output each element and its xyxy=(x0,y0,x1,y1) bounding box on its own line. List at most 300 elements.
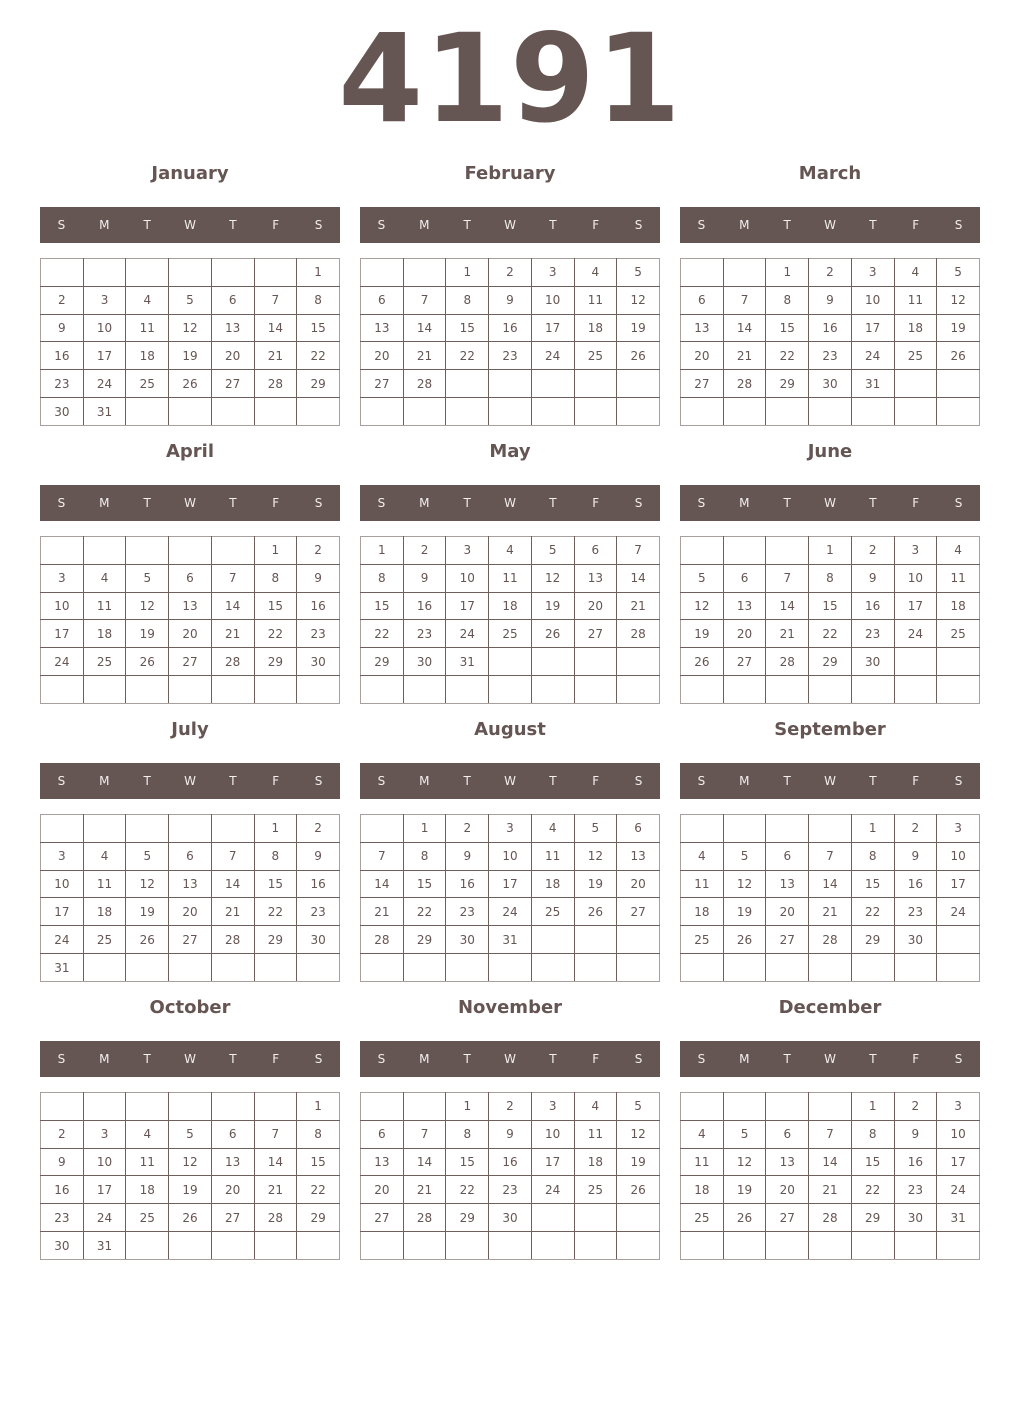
week-row xyxy=(681,537,980,565)
day-cell: 31 xyxy=(851,370,894,398)
day-cell: 14 xyxy=(403,1148,446,1176)
weekday-header xyxy=(680,763,980,799)
month-title: December xyxy=(778,997,882,1018)
empty-day-cell xyxy=(681,398,724,426)
day-cell: 16 xyxy=(809,314,852,342)
empty-day-cell xyxy=(361,676,404,704)
day-cell: 17 xyxy=(937,1148,980,1176)
weekday-label: F xyxy=(272,1052,280,1066)
empty-day-cell xyxy=(937,1232,980,1260)
empty-day-cell xyxy=(766,815,809,843)
week-row xyxy=(361,898,660,926)
week-row xyxy=(681,342,980,370)
empty-day-cell xyxy=(254,1232,297,1260)
day-cell: 21 xyxy=(254,1176,297,1204)
day-cell: 12 xyxy=(574,842,617,870)
week-row xyxy=(41,898,340,926)
day-cell: 1 xyxy=(297,259,340,287)
day-cell: 28 xyxy=(361,926,404,954)
day-cell: 4 xyxy=(126,286,169,314)
day-cell: 20 xyxy=(361,342,404,370)
day-cell: 13 xyxy=(617,842,660,870)
week-row xyxy=(41,1232,340,1260)
day-cell: 8 xyxy=(446,1120,489,1148)
day-cell: 25 xyxy=(531,898,574,926)
weekday-label: T xyxy=(463,496,471,510)
month-title: May xyxy=(489,441,531,462)
weekday-label: S xyxy=(377,496,386,510)
day-cell: 17 xyxy=(446,592,489,620)
weekday-label: F xyxy=(592,496,600,510)
day-cell: 8 xyxy=(254,842,297,870)
day-cell: 27 xyxy=(361,1204,404,1232)
empty-day-cell xyxy=(766,676,809,704)
day-cell: 8 xyxy=(851,1120,894,1148)
day-cell: 18 xyxy=(681,1176,724,1204)
day-cell: 14 xyxy=(254,1148,297,1176)
month-title: March xyxy=(798,163,862,184)
week-row xyxy=(41,370,340,398)
empty-day-cell xyxy=(894,370,937,398)
empty-day-cell xyxy=(937,398,980,426)
weekday-label: T xyxy=(463,774,471,788)
weekday-header xyxy=(360,485,660,521)
day-cell: 9 xyxy=(809,286,852,314)
week-row xyxy=(361,648,660,676)
day-cell: 17 xyxy=(41,620,84,648)
day-cell: 31 xyxy=(83,1232,126,1260)
week-row xyxy=(361,676,660,704)
day-grid xyxy=(40,536,340,704)
weekday-header xyxy=(40,207,340,243)
day-cell: 6 xyxy=(723,564,766,592)
weekday-label: F xyxy=(592,774,600,788)
day-cell: 5 xyxy=(617,1093,660,1121)
weekday-label: F xyxy=(272,218,280,232)
day-cell: 15 xyxy=(851,870,894,898)
week-row xyxy=(41,592,340,620)
weekday-label: M xyxy=(99,774,110,788)
empty-day-cell xyxy=(446,676,489,704)
day-cell: 19 xyxy=(723,1176,766,1204)
day-cell: 25 xyxy=(126,370,169,398)
weekday-label: W xyxy=(504,1052,516,1066)
day-cell: 25 xyxy=(574,1176,617,1204)
day-cell: 20 xyxy=(766,898,809,926)
week-row xyxy=(361,1176,660,1204)
weekday-label: W xyxy=(824,774,836,788)
day-cell: 17 xyxy=(83,342,126,370)
day-cell: 29 xyxy=(297,370,340,398)
weekday-label: S xyxy=(314,496,323,510)
day-cell: 10 xyxy=(937,1120,980,1148)
day-cell: 9 xyxy=(489,286,532,314)
day-cell: 26 xyxy=(169,370,212,398)
day-cell: 3 xyxy=(531,259,574,287)
weekday-label: F xyxy=(912,774,920,788)
day-cell: 5 xyxy=(723,1120,766,1148)
day-cell: 29 xyxy=(297,1204,340,1232)
empty-day-cell xyxy=(681,1093,724,1121)
day-cell: 19 xyxy=(169,1176,212,1204)
week-row xyxy=(681,398,980,426)
week-row xyxy=(361,620,660,648)
day-cell: 5 xyxy=(169,1120,212,1148)
day-cell: 11 xyxy=(489,564,532,592)
day-cell: 27 xyxy=(211,370,254,398)
weekday-label: S xyxy=(634,218,643,232)
empty-day-cell xyxy=(937,954,980,982)
weekday-label: S xyxy=(954,218,963,232)
week-row xyxy=(361,398,660,426)
day-cell: 20 xyxy=(169,620,212,648)
day-cell: 9 xyxy=(297,564,340,592)
day-cell: 7 xyxy=(211,842,254,870)
empty-day-cell xyxy=(681,954,724,982)
empty-day-cell xyxy=(169,954,212,982)
empty-day-cell xyxy=(723,815,766,843)
empty-day-cell xyxy=(766,1232,809,1260)
day-cell: 27 xyxy=(361,370,404,398)
week-row xyxy=(681,1204,980,1232)
weekday-label: S xyxy=(57,218,66,232)
day-cell: 30 xyxy=(41,1232,84,1260)
empty-day-cell xyxy=(809,815,852,843)
empty-day-cell xyxy=(766,537,809,565)
day-cell: 23 xyxy=(41,1204,84,1232)
empty-day-cell xyxy=(894,954,937,982)
day-cell: 4 xyxy=(574,259,617,287)
day-cell: 4 xyxy=(937,537,980,565)
weekday-label: W xyxy=(184,774,196,788)
empty-day-cell xyxy=(83,537,126,565)
day-cell: 10 xyxy=(937,842,980,870)
day-cell: 17 xyxy=(531,1148,574,1176)
day-cell: 21 xyxy=(809,1176,852,1204)
day-cell: 23 xyxy=(894,898,937,926)
empty-day-cell xyxy=(361,398,404,426)
empty-day-cell xyxy=(211,676,254,704)
day-cell: 10 xyxy=(851,286,894,314)
weekday-label: T xyxy=(143,218,151,232)
weekday-header xyxy=(680,1041,980,1077)
day-cell: 21 xyxy=(211,898,254,926)
empty-day-cell xyxy=(169,259,212,287)
empty-day-cell xyxy=(254,398,297,426)
weekday-label: W xyxy=(824,218,836,232)
day-cell: 26 xyxy=(169,1204,212,1232)
day-cell: 28 xyxy=(254,1204,297,1232)
empty-day-cell xyxy=(169,1093,212,1121)
day-cell: 19 xyxy=(617,314,660,342)
day-cell: 2 xyxy=(297,815,340,843)
weekday-label: T xyxy=(869,1052,877,1066)
day-cell: 21 xyxy=(211,620,254,648)
day-cell: 23 xyxy=(403,620,446,648)
weekday-label: S xyxy=(314,218,323,232)
day-cell: 7 xyxy=(403,1120,446,1148)
day-cell: 15 xyxy=(766,314,809,342)
empty-day-cell xyxy=(894,676,937,704)
day-cell: 22 xyxy=(446,1176,489,1204)
day-cell: 23 xyxy=(297,620,340,648)
day-cell: 20 xyxy=(723,620,766,648)
day-cell: 16 xyxy=(41,1176,84,1204)
day-cell: 26 xyxy=(617,342,660,370)
week-row xyxy=(681,1148,980,1176)
day-cell: 3 xyxy=(41,842,84,870)
empty-day-cell xyxy=(681,537,724,565)
week-row xyxy=(41,620,340,648)
day-cell: 12 xyxy=(937,286,980,314)
day-cell: 1 xyxy=(446,259,489,287)
day-cell: 25 xyxy=(681,926,724,954)
day-cell: 22 xyxy=(403,898,446,926)
weekday-label: F xyxy=(272,496,280,510)
weekday-label: F xyxy=(592,218,600,232)
empty-day-cell xyxy=(809,398,852,426)
week-row xyxy=(41,676,340,704)
day-cell: 25 xyxy=(937,620,980,648)
week-row xyxy=(681,676,980,704)
day-cell: 8 xyxy=(766,286,809,314)
weekday-label: T xyxy=(229,496,237,510)
day-cell: 21 xyxy=(403,1176,446,1204)
day-cell: 9 xyxy=(41,1148,84,1176)
day-cell: 13 xyxy=(169,870,212,898)
week-row xyxy=(681,1176,980,1204)
day-cell: 6 xyxy=(617,815,660,843)
day-cell: 16 xyxy=(489,1148,532,1176)
weekday-label: T xyxy=(549,1052,557,1066)
empty-day-cell xyxy=(809,676,852,704)
day-cell: 3 xyxy=(446,537,489,565)
day-cell: 5 xyxy=(574,815,617,843)
day-grid xyxy=(360,258,660,426)
empty-day-cell xyxy=(41,259,84,287)
day-cell: 13 xyxy=(766,870,809,898)
empty-day-cell xyxy=(617,1204,660,1232)
day-cell: 5 xyxy=(126,564,169,592)
day-cell: 16 xyxy=(403,592,446,620)
week-row xyxy=(681,592,980,620)
day-cell: 24 xyxy=(41,648,84,676)
week-row xyxy=(681,1120,980,1148)
day-cell: 30 xyxy=(297,926,340,954)
day-cell: 26 xyxy=(574,898,617,926)
day-grid xyxy=(40,258,340,426)
day-cell: 3 xyxy=(531,1093,574,1121)
day-cell: 26 xyxy=(681,648,724,676)
day-cell: 28 xyxy=(211,648,254,676)
empty-day-cell xyxy=(574,1232,617,1260)
day-cell: 1 xyxy=(297,1093,340,1121)
weekday-label: S xyxy=(634,774,643,788)
empty-day-cell xyxy=(531,370,574,398)
day-cell: 20 xyxy=(211,342,254,370)
empty-day-cell xyxy=(723,1232,766,1260)
empty-day-cell xyxy=(41,815,84,843)
empty-day-cell xyxy=(723,954,766,982)
weekday-label: T xyxy=(463,1052,471,1066)
day-cell: 10 xyxy=(531,1120,574,1148)
day-cell: 21 xyxy=(403,342,446,370)
day-grid xyxy=(680,1092,980,1260)
day-grid xyxy=(360,1092,660,1260)
weekday-label: F xyxy=(912,496,920,510)
day-cell: 7 xyxy=(766,564,809,592)
weekday-label: W xyxy=(184,1052,196,1066)
week-row xyxy=(681,620,980,648)
day-cell: 1 xyxy=(361,537,404,565)
empty-day-cell xyxy=(617,648,660,676)
day-cell: 30 xyxy=(41,398,84,426)
empty-day-cell xyxy=(851,954,894,982)
empty-day-cell xyxy=(723,537,766,565)
day-cell: 30 xyxy=(403,648,446,676)
day-cell: 17 xyxy=(41,898,84,926)
day-cell: 2 xyxy=(297,537,340,565)
day-cell: 12 xyxy=(723,870,766,898)
day-cell: 2 xyxy=(809,259,852,287)
day-cell: 7 xyxy=(254,286,297,314)
week-row xyxy=(681,370,980,398)
weekday-label: T xyxy=(869,218,877,232)
day-cell: 29 xyxy=(254,648,297,676)
empty-day-cell xyxy=(617,954,660,982)
month-title: June xyxy=(807,441,853,462)
day-cell: 29 xyxy=(446,1204,489,1232)
day-cell: 4 xyxy=(894,259,937,287)
empty-day-cell xyxy=(681,259,724,287)
weekday-label: W xyxy=(184,218,196,232)
day-cell: 26 xyxy=(723,926,766,954)
empty-day-cell xyxy=(617,1232,660,1260)
empty-day-cell xyxy=(617,926,660,954)
day-cell: 24 xyxy=(531,1176,574,1204)
day-cell: 5 xyxy=(681,564,724,592)
empty-day-cell xyxy=(169,398,212,426)
day-cell: 23 xyxy=(489,1176,532,1204)
day-cell: 19 xyxy=(126,898,169,926)
day-cell: 1 xyxy=(851,1093,894,1121)
day-cell: 21 xyxy=(809,898,852,926)
day-cell: 18 xyxy=(531,870,574,898)
empty-day-cell xyxy=(361,815,404,843)
day-cell: 9 xyxy=(446,842,489,870)
weekday-label: M xyxy=(739,496,750,510)
day-cell: 20 xyxy=(361,1176,404,1204)
day-cell: 24 xyxy=(531,342,574,370)
day-cell: 8 xyxy=(809,564,852,592)
day-cell: 23 xyxy=(809,342,852,370)
weekday-label: F xyxy=(272,774,280,788)
day-cell: 30 xyxy=(851,648,894,676)
empty-day-cell xyxy=(809,954,852,982)
day-cell: 24 xyxy=(894,620,937,648)
empty-day-cell xyxy=(446,370,489,398)
weekday-label: M xyxy=(419,496,430,510)
weekday-header xyxy=(40,485,340,521)
week-row xyxy=(361,815,660,843)
empty-day-cell xyxy=(937,676,980,704)
empty-day-cell xyxy=(489,648,532,676)
empty-day-cell xyxy=(617,676,660,704)
month-title: July xyxy=(171,719,209,740)
weekday-label: S xyxy=(377,1052,386,1066)
week-row xyxy=(41,342,340,370)
day-cell: 9 xyxy=(894,1120,937,1148)
empty-day-cell xyxy=(126,537,169,565)
weekday-label: T xyxy=(143,1052,151,1066)
weekday-label: M xyxy=(739,774,750,788)
day-cell: 7 xyxy=(403,286,446,314)
day-cell: 18 xyxy=(83,898,126,926)
day-cell: 8 xyxy=(297,286,340,314)
day-grid xyxy=(680,258,980,426)
week-row xyxy=(681,926,980,954)
day-cell: 27 xyxy=(211,1204,254,1232)
day-cell: 15 xyxy=(446,314,489,342)
weekday-label: T xyxy=(229,1052,237,1066)
day-cell: 21 xyxy=(723,342,766,370)
day-cell: 30 xyxy=(894,926,937,954)
empty-day-cell xyxy=(361,259,404,287)
day-cell: 15 xyxy=(403,870,446,898)
day-cell: 11 xyxy=(574,1120,617,1148)
weekday-header xyxy=(360,763,660,799)
day-grid xyxy=(360,814,660,982)
day-cell: 15 xyxy=(361,592,404,620)
day-cell: 4 xyxy=(83,564,126,592)
day-cell: 10 xyxy=(83,314,126,342)
week-row xyxy=(41,870,340,898)
day-grid xyxy=(360,536,660,704)
empty-day-cell xyxy=(937,370,980,398)
day-cell: 25 xyxy=(83,926,126,954)
day-cell: 12 xyxy=(617,286,660,314)
day-cell: 26 xyxy=(617,1176,660,1204)
day-cell: 26 xyxy=(531,620,574,648)
empty-day-cell xyxy=(169,1232,212,1260)
weekday-label: W xyxy=(504,496,516,510)
day-cell: 13 xyxy=(723,592,766,620)
month-title: October xyxy=(149,997,231,1018)
weekday-label: S xyxy=(57,496,66,510)
week-row xyxy=(41,564,340,592)
day-cell: 10 xyxy=(41,870,84,898)
day-cell: 16 xyxy=(446,870,489,898)
day-cell: 6 xyxy=(766,1120,809,1148)
empty-day-cell xyxy=(446,398,489,426)
day-cell: 4 xyxy=(531,815,574,843)
weekday-label: M xyxy=(739,1052,750,1066)
empty-day-cell xyxy=(83,676,126,704)
day-cell: 6 xyxy=(211,1120,254,1148)
day-cell: 5 xyxy=(617,259,660,287)
day-cell: 1 xyxy=(766,259,809,287)
empty-day-cell xyxy=(531,648,574,676)
week-row xyxy=(681,259,980,287)
empty-day-cell xyxy=(574,1204,617,1232)
empty-day-cell xyxy=(297,398,340,426)
empty-day-cell xyxy=(83,954,126,982)
day-cell: 13 xyxy=(361,1148,404,1176)
day-cell: 16 xyxy=(894,870,937,898)
day-cell: 26 xyxy=(126,648,169,676)
day-grid xyxy=(40,1092,340,1260)
day-cell: 24 xyxy=(937,1176,980,1204)
